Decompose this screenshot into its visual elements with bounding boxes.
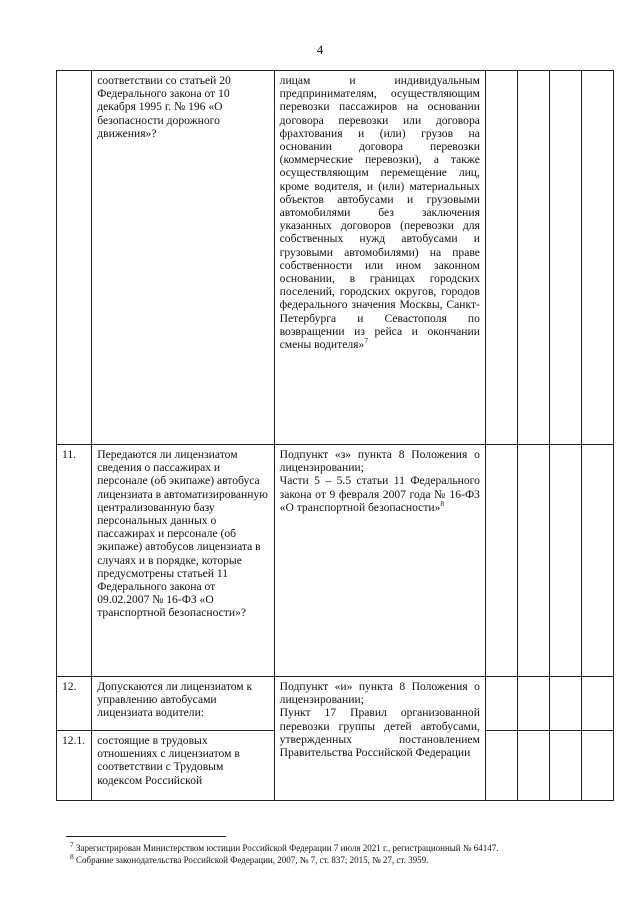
answer-cell-note xyxy=(581,445,613,677)
reference-cell xyxy=(274,677,485,801)
question-cell: Допускаются ли лицензиатом к управлению автобусами лицензиата водители: xyxy=(92,677,274,731)
reference-cell xyxy=(274,445,485,677)
answer-cell-yes xyxy=(485,71,517,445)
answer-cell-note xyxy=(581,731,613,801)
answer-cell-note xyxy=(581,71,613,445)
footnote xyxy=(70,854,610,866)
answer-cell-na xyxy=(549,731,581,801)
page-number: 4 xyxy=(316,42,324,57)
checklist-table xyxy=(56,70,614,801)
reference-text: Подпункт «и» пункта 8 Положения о лицензировании; xyxy=(279,680,480,707)
footnote-divider xyxy=(66,836,226,837)
reference-cell xyxy=(274,71,485,445)
answer-cell-no xyxy=(517,677,549,731)
row-number: 12. xyxy=(57,677,92,731)
footnote-text: Собрание законодательства Российской Федерации, 2007, № 7, ст. 837; 2015, № 27, ст. 3959. xyxy=(73,855,429,865)
table-row xyxy=(57,677,614,731)
row-number: 11. xyxy=(57,445,92,677)
reference-text: Подпункт «з» пункта 8 Положения о лицензировании; xyxy=(279,448,480,475)
reference-text: Пункт 17 Правил организованной перевозки группы детей автобусами, утвержденных постановлением Правительства Российской Федерации xyxy=(279,706,480,760)
footnote-mark: 8 xyxy=(70,852,74,861)
row-number xyxy=(57,71,92,445)
footnote-mark: 7 xyxy=(70,840,74,849)
question-cell: соответствии со статьей 20 Федерального закона от 10 декабря 1995 г. № 196 «О безопасности дорожного движения»? xyxy=(92,71,274,445)
question-cell: Передаются ли лицензиатом сведения о пассажирах и персонале (об экипаже) автобуса лицензиата в автоматизированную централизованную базу персональных данных о пассажирах и персонале (об экипаже) автобусов лицензиата в случаях и в порядке, которые предусмотрены статьей 11 Федерального закона от 09.02.2007 № 16-ФЗ «О транспортной безопасности»? xyxy=(92,445,274,677)
answer-cell-no xyxy=(517,731,549,801)
row-number: 12.1. xyxy=(57,731,92,801)
answer-cell-yes xyxy=(485,445,517,677)
table-row xyxy=(57,445,614,677)
answer-cell-na xyxy=(549,71,581,445)
reference-text: Части 5 – 5.5 статьи 11 Федерального закона от 9 февраля 2007 года № 16-ФЗ «О транспортной безопасности» xyxy=(279,474,480,514)
footnotes xyxy=(70,842,610,866)
footnote-ref: 8 xyxy=(440,498,445,508)
footnote-ref: 7 xyxy=(364,336,369,346)
answer-cell-no xyxy=(517,445,549,677)
answer-cell-yes xyxy=(485,677,517,731)
answer-cell-no xyxy=(517,71,549,445)
question-cell: состоящие в трудовых отношениях с лицензиатом в соответствии с Трудовым кодексом Российской xyxy=(92,731,274,801)
footnote xyxy=(70,842,610,854)
table-row xyxy=(57,71,614,445)
answer-cell-na xyxy=(549,677,581,731)
answer-cell-na xyxy=(549,445,581,677)
footnote-text: Зарегистрирован Министерством юстиции Российской Федерации 7 июля 2021 г., регистрационный № 64147. xyxy=(73,843,499,853)
reference-text: лицам и индивидуальным предпринимателям, осуществляющим перевозки пассажиров на основании договора перевозки или договора фрахтования и (или) грузов на основании договора перевозки (коммерческие перевозки), а также осуществляющим перемещение лиц, кроме водителя, и (или) материальных объектов автобусами и грузовыми автомобилями без заключения указанных договоров (перевозки для собственных нужд автобусами и грузовыми автомобилями) на праве собственности или ином законном основании, в границах городских поселений, городских округов, городов федерального значения Москвы, Санкт-Петербурга и Севастополя по возвращении из рейса и окончании смены водителя» xyxy=(279,74,480,352)
answer-cell-note xyxy=(581,677,613,731)
answer-cell-yes xyxy=(485,731,517,801)
